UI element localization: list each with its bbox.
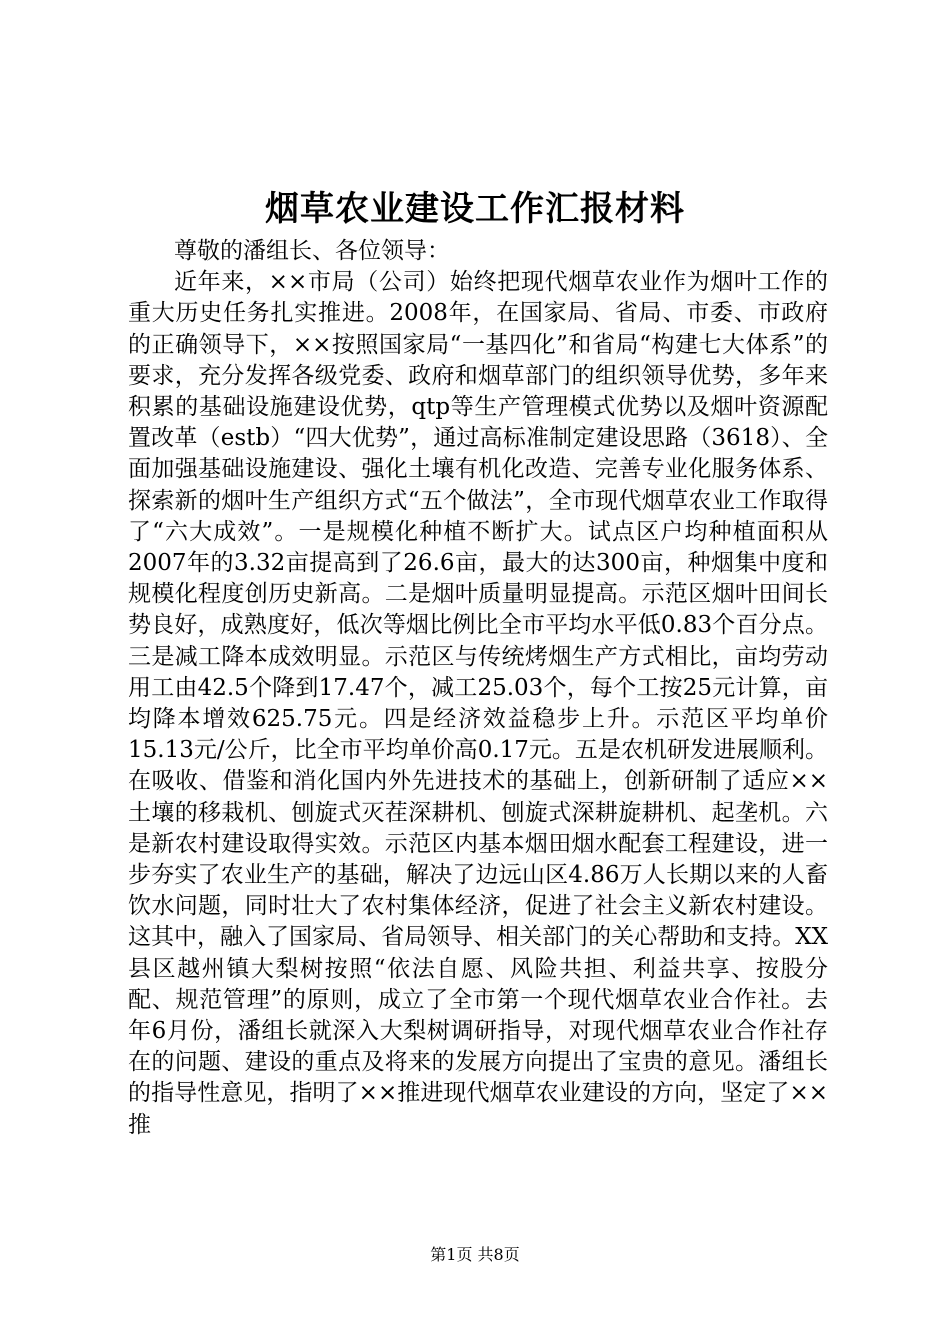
document-body [128, 236, 828, 1141]
body-paragraph: 近年来，××市局（公司）始终把现代烟草农业作为烟叶工作的重大历史任务扎实推进。2008年，在国家局、省局、市委、市政府的正确领导下，××按照国家局“一基四化”和省局“构建七大体系”的要求，充分发挥各级党委、政府和烟草部门的组织领导优势，多年来积累的基础设施建设优势，qtp等生产管理模式优势以及烟叶资源配置改革（estb）“四大优势”，通过高标准制定建设思路（3618）、全面加强基础设施建设、强化土壤有机化改造、完善专业化服务体系、探索新的烟叶生产组织方式“五个做法”，全市现代烟草农业工作取得了“六大成效”。一是规模化种植不断扩大。试点区户均种植面积从2007年的3.32亩提高到了26.6亩，最大的达300亩，种烟集中度和规模化程度创历史新高。二是烟叶质量明显提高。示范区烟叶田间长势良好，成熟度好，低次等烟比例比全市平均水平低0.83个百分点。三是减工降本成效明显。示范区与传统烤烟生产方式相比，亩均劳动用工由42.5个降到17.47个，减工25.03个，每个工按25元计算，亩均降本增效625.75元。四是经济效益稳步上升。示范区平均单价15.13元/公斤，比全市平均单价高0.17元。五是农机研发进展顺利。在吸收、借鉴和消化国内外先进技术的基础上，创新研制了适应××土壤的移栽机、刨旋式灭茬深耕机、刨旋式深耕旋耕机、起垄机。六是新农村建设取得实效。示范区内基本烟田烟水配套工程建设，进一步夯实了农业生产的基础，解决了边远山区4.86万人长期以来的人畜饮水问题，同时壮大了农村集体经济，促进了社会主义新农村建设。这其中，融入了国家局、省局领导、相关部门的关心帮助和支持。XX县区越州镇大梨树按照“依法自愿、风险共担、利益共享、按股分配、规范管理”的原则，成立了全市第一个现代烟草农业合作社。去年6月份，潘组长就深入大梨树调研指导，对现代烟草农业合作社存在的问题、建设的重点及将来的发展方向提出了宝贵的意见。潘组长的指导性意见，指明了××推进现代烟草农业建设的方向，坚定了××推 [128, 269, 828, 1138]
document-title: 烟草农业建设工作汇报材料 [265, 189, 685, 229]
page-number-footer: 第1页 共8页 [430, 1245, 520, 1264]
greeting-line: 尊敬的潘组长、各位领导： [174, 238, 450, 264]
